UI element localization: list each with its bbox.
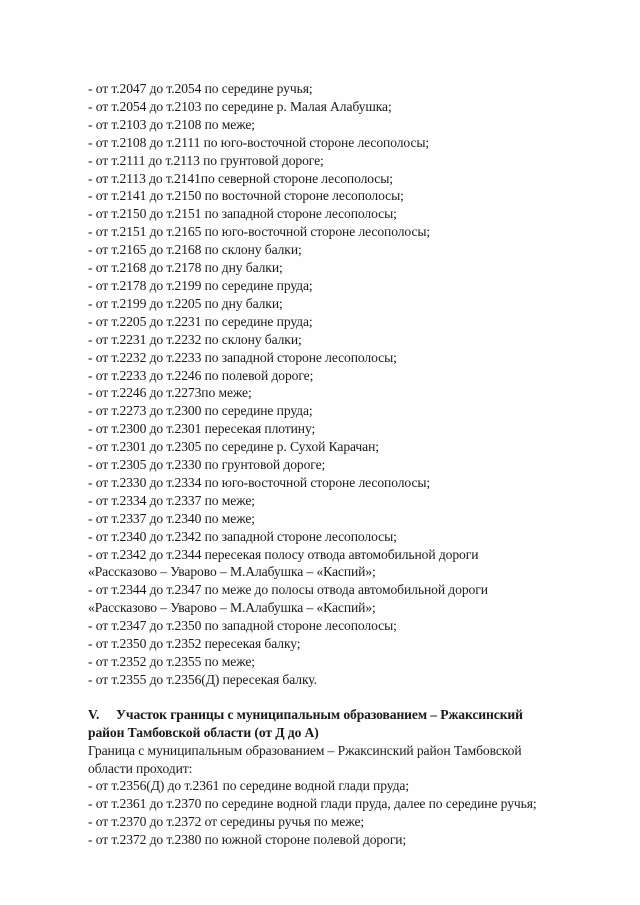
list-item: - от т.2165 до т.2168 по склону балки;: [88, 242, 302, 258]
list-item: - от т.2233 до т.2246 по полевой дороге;: [88, 367, 314, 383]
document-body: [88, 80, 620, 849]
list-item: - от т.2372 до т.2380 по южной стороне полевой дороги;: [88, 832, 407, 848]
list-item: - от т.2352 до т.2355 по меже;: [88, 654, 255, 669]
list-item: - от т.2113 до т.2141по северной стороне лесополосы;: [88, 170, 393, 186]
list-item: - от т.2141 до т.2150 по восточной стороне лесополосы;: [88, 188, 404, 204]
section-title-line-2: район Тамбовской области (от Д до А): [88, 724, 319, 740]
list-item: - от т.2232 до т.2233 по западной стороне лесополосы;: [88, 349, 397, 365]
list-item: - от т.2300 до т.2301 пересекая плотину;: [88, 421, 316, 437]
list-item: - от т.2337 до т.2340 по меже;: [88, 510, 255, 526]
list-item: - от т.2355 до т.2356(Д) пересекая балку.: [88, 671, 317, 687]
list-item: - от т.2108 до т.2111 по юго-восточной стороне лесополосы;: [88, 134, 430, 150]
list-item: - от т.2111 до т.2113 по грунтовой дороге;: [88, 152, 324, 168]
list-item: - от т.2361 до т.2370 по середине водной глади пруда, далее по середине ручья;: [88, 796, 537, 812]
intro-line-2: области проходит:: [88, 760, 193, 776]
section-title-line: [88, 706, 620, 724]
list-item: - от т.2305 до т.2330 по грунтовой дороге;: [88, 457, 326, 473]
list-item: - от т.2356(Д) до т.2361 по середине водной глади пруда;: [88, 778, 410, 794]
list-item: - от т.2199 до т.2205 по дну балки;: [88, 295, 283, 311]
section-spacer: [88, 689, 620, 706]
list-item: - от т.2347 до т.2350 по западной стороне лесополосы;: [88, 618, 397, 634]
list-item: - от т.2047 до т.2054 по середине ручья;: [88, 81, 313, 96]
section-title: Участок границы с муниципальным образованием – Ржаксинский: [116, 706, 523, 722]
list-item: - от т.2150 до т.2151 по западной стороне лесополосы;: [88, 206, 397, 222]
list-item: - от т.2350 до т.2352 пересекая балку;: [88, 636, 301, 652]
list-item: - от т.2273 до т.2300 по середине пруда;: [88, 403, 313, 419]
list-item: - от т.2151 до т.2165 по юго-восточной стороне лесополосы;: [88, 224, 431, 240]
list-item: - от т.2231 до т.2232 по склону балки;: [88, 331, 302, 347]
list-item: - от т.2330 до т.2334 по юго-восточной стороне лесополосы;: [88, 474, 431, 490]
list-item: - от т.2168 до т.2178 по дну балки;: [88, 260, 283, 276]
intro-line: Граница с муниципальным образованием – Ржаксинский район Тамбовской: [88, 742, 522, 758]
list-item: - от т.2178 до т.2199 по середине пруда;: [88, 277, 313, 293]
section-intro: [88, 742, 620, 778]
boundary-list-top: [88, 80, 620, 689]
list-item: - от т.2342 до т.2344 пересекая полосу отвода автомобильной дороги: [88, 546, 479, 562]
section-heading: [88, 706, 620, 742]
list-item: - от т.2246 до т.2273по меже;: [88, 385, 252, 401]
list-item: - от т.2054 до т.2103 по середине р. Малая Алабушка;: [88, 98, 392, 114]
list-item: - от т.2334 до т.2337 по меже;: [88, 492, 255, 508]
list-item: «Рассказово – Уварово – М.Алабушка – «Каспий»;: [88, 600, 376, 616]
list-item: «Рассказово – Уварово – М.Алабушка – «Каспий»;: [88, 564, 376, 580]
list-item: - от т.2370 до т.2372 от середины ручья по меже;: [88, 814, 365, 830]
list-item: - от т.2301 до т.2305 по середине р. Сухой Карачан;: [88, 439, 379, 455]
list-item: - от т.2103 до т.2108 по меже;: [88, 116, 255, 132]
list-item: - от т.2344 до т.2347 по меже до полосы отвода автомобильной дороги: [88, 582, 488, 598]
list-item: - от т.2340 до т.2342 по западной стороне лесополосы;: [88, 528, 397, 544]
section-number: V.: [88, 706, 100, 722]
boundary-list-bottom: [88, 777, 620, 849]
list-item: - от т.2205 до т.2231 по середине пруда;: [88, 313, 313, 329]
